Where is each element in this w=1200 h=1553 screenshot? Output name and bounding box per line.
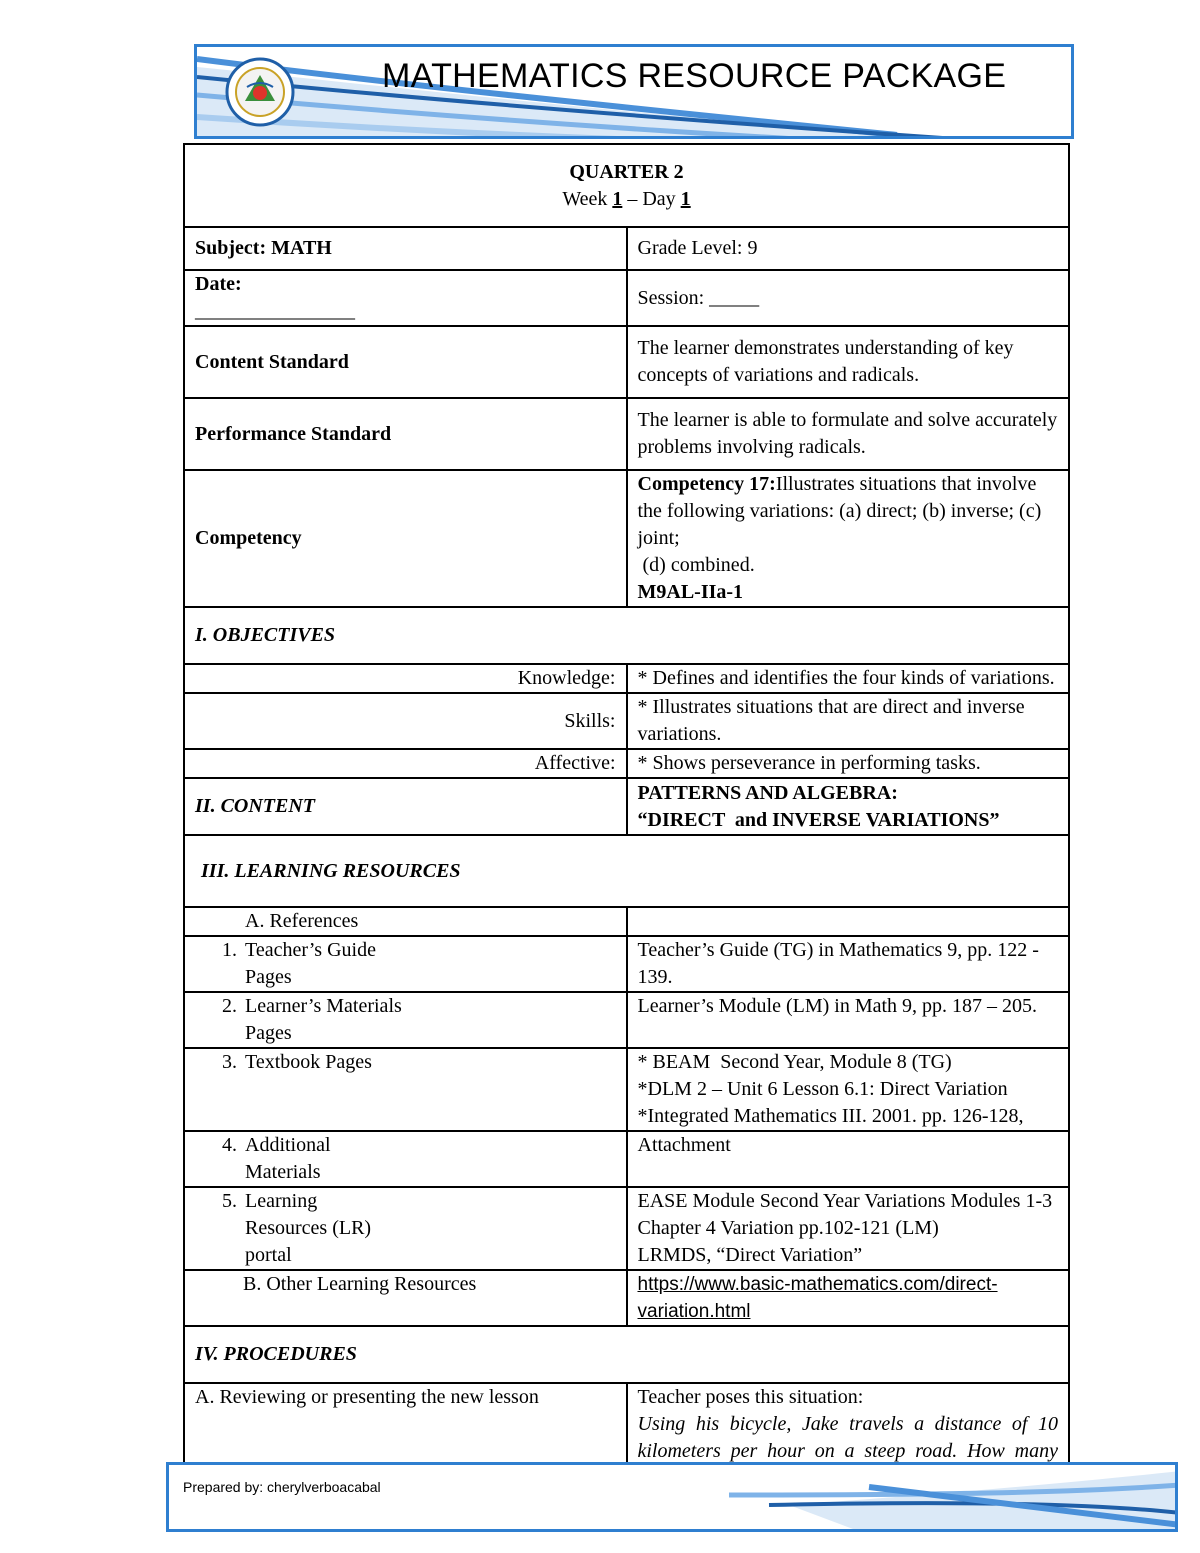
quarter-cell [184, 144, 1069, 227]
reference-row [184, 1187, 1069, 1270]
page-title: MATHEMATICS RESOURCE PACKAGE [382, 57, 1007, 95]
date-label: Date: [195, 273, 242, 295]
objective-row [184, 664, 1069, 693]
week-day-separator: – Day [627, 187, 676, 210]
reference-lines [627, 1187, 1070, 1270]
reference-label: Teacher’s Guide Pages [245, 939, 376, 988]
competency-row [184, 470, 1069, 607]
procedure-situation: Using his bicycle, Jake travels a distance of 10 kilometers per hour on a steep road. How many [637, 1413, 1058, 1462]
reference-line: *DLM 2 – Unit 6 Lesson 6.1: Direct Variation [637, 1078, 1008, 1100]
objective-row [184, 693, 1069, 749]
content-cell [627, 778, 1070, 835]
reference-line: EASE Module Second Year Variations Modules 1-3 Chapter 4 Variation pp.102-121 (LM) [637, 1190, 1053, 1239]
footer-banner [166, 1462, 1178, 1532]
competency-text: Illustrates situations that involve the following variations: (a) direct; (b) inverse; (c) joint; [637, 473, 1042, 549]
footer-swoosh-graphic [169, 1465, 1178, 1532]
objective-text: * Defines and identifies the four kinds of variations. [627, 664, 1070, 693]
reference-row [184, 992, 1069, 1048]
procedures-heading-row [184, 1326, 1069, 1383]
objective-label: Skills: [184, 693, 627, 749]
procedure-label: A. Reviewing or presenting the new lesson [184, 1383, 627, 1493]
objective-text: * Illustrates situations that are direct and inverse variations. [627, 693, 1070, 749]
reference-row [184, 936, 1069, 992]
reference-row [184, 1048, 1069, 1131]
competency-code: M9AL-IIa-1 [637, 581, 744, 603]
resources-heading-row [184, 835, 1069, 907]
grade-level-cell: Grade Level: 9 [627, 227, 1070, 270]
resources-heading: III. LEARNING RESOURCES [184, 835, 1069, 907]
reference-number: 5. [222, 1190, 237, 1212]
other-resources-link[interactable]: https://www.basic-mathematics.com/direct-variation.html [637, 1274, 998, 1322]
references-label: A. References [184, 907, 627, 936]
week-label: Week [562, 187, 608, 210]
procedure-intro: Teacher poses this situation: [637, 1386, 864, 1408]
objective-label: Affective: [184, 749, 627, 778]
reference-text: Learner’s Module (LM) in Math 9, pp. 187 – 205. [627, 992, 1070, 1048]
procedures-heading: IV. PROCEDURES [184, 1326, 1069, 1383]
reference-label: Textbook Pages [245, 1051, 372, 1073]
reference-line: * BEAM Second Year, Module 8 (TG) [637, 1051, 952, 1073]
day-number: 1 [680, 187, 691, 210]
content-line-2: “DIRECT and INVERSE VARIATIONS” [637, 808, 1000, 831]
reference-line: *Integrated Mathematics III. 2001. pp. 126-128, [637, 1105, 1024, 1127]
reference-label-cell [184, 1048, 627, 1131]
date-blank: ________________ [195, 300, 355, 322]
lesson-plan-table [183, 143, 1070, 1494]
date-cell [184, 270, 627, 326]
competency-text-2: (d) combined. [637, 554, 755, 576]
content-heading: II. CONTENT [184, 778, 627, 835]
quarter-row [184, 144, 1069, 227]
week-day-line [195, 186, 1058, 213]
references-empty [627, 907, 1070, 936]
objectives-heading: I. OBJECTIVES [184, 607, 1069, 664]
date-row [184, 270, 1069, 326]
subject-cell: Subject: MATH [184, 227, 627, 270]
objective-row [184, 749, 1069, 778]
reference-label-cell [184, 992, 627, 1048]
reference-lines [627, 1048, 1070, 1131]
reference-label: Additional Materials [245, 1134, 331, 1183]
objective-text: * Shows perseverance in performing tasks. [627, 749, 1070, 778]
reference-label: Learning Resources (LR) portal [245, 1190, 372, 1266]
reference-line: LRMDS, “Direct Variation” [637, 1244, 863, 1266]
content-row [184, 778, 1069, 835]
content-standard-text: The learner demonstrates understanding of key concepts of variations and radicals. [627, 326, 1070, 398]
performance-standard-text: The learner is able to formulate and solve accurately problems involving radicals. [627, 398, 1070, 470]
reference-number: 1. [222, 939, 237, 961]
reference-number: 2. [222, 995, 237, 1017]
content-line-1: PATTERNS AND ALGEBRA: [637, 781, 898, 804]
subject-row [184, 227, 1069, 270]
header-banner [194, 44, 1074, 139]
quarter-title: QUARTER 2 [569, 160, 684, 183]
competency-title: Competency 17: [637, 473, 776, 495]
reference-label-cell [184, 1187, 627, 1270]
objective-label: Knowledge: [184, 664, 627, 693]
other-resources-cell [627, 1270, 1070, 1326]
reference-text: Teacher’s Guide (TG) in Mathematics 9, pp. 122 - 139. [627, 936, 1070, 992]
performance-standard-label: Performance Standard [184, 398, 627, 470]
reference-row [184, 1131, 1069, 1187]
references-row [184, 907, 1069, 936]
prepared-by: Prepared by: cherylverboacabal [183, 1479, 381, 1495]
session-cell: Session: _____ [627, 270, 1070, 326]
objectives-heading-row [184, 607, 1069, 664]
reference-label: Learner’s Materials Pages [245, 995, 402, 1044]
reference-label-cell [184, 936, 627, 992]
competency-cell [627, 470, 1070, 607]
reference-label-cell [184, 1131, 627, 1187]
performance-standard-row [184, 398, 1069, 470]
other-resources-label: B. Other Learning Resources [184, 1270, 627, 1326]
content-standard-row [184, 326, 1069, 398]
reference-text: Attachment [627, 1131, 1070, 1187]
content-standard-label: Content Standard [184, 326, 627, 398]
reference-number: 3. [222, 1051, 237, 1073]
other-resources-row [184, 1270, 1069, 1326]
week-number: 1 [612, 187, 623, 210]
reference-number: 4. [222, 1134, 237, 1156]
competency-label: Competency [184, 470, 627, 607]
deped-seal-icon [225, 57, 295, 127]
